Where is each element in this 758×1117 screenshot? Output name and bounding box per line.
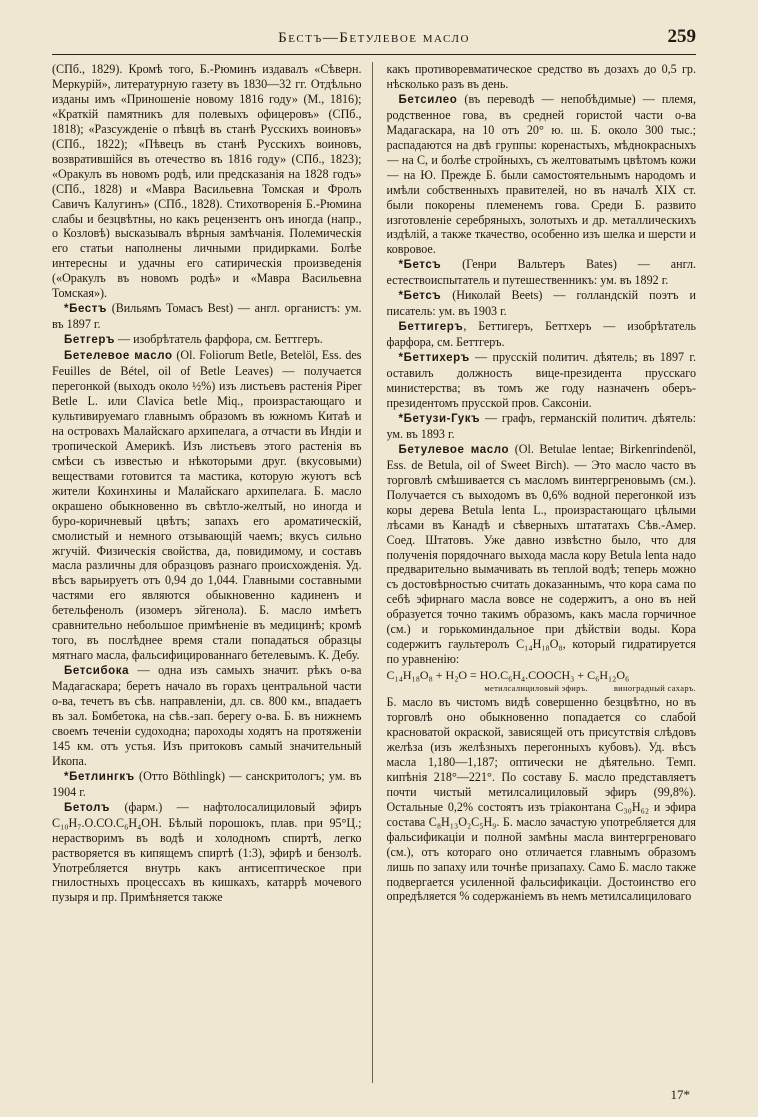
dictionary-entry xyxy=(52,348,362,663)
entry-body: (Отто Böthlingk) — санскритологъ; ум. въ 1904 г. xyxy=(52,768,362,799)
entry-body: — изобрѣтатель фарфора, см. Беттгеръ. xyxy=(114,332,323,347)
entry-body: (фарм.) — нафтолосалициловый эфиръ C₁₀H₇.O.CO.C₆H₄OH. Бѣлый порошокъ, плав. при 95°Ц.; нерастворимъ въ водѣ и холодномъ спиртѣ, легко растворяется въ кипящемъ спиртѣ (1:3), эфирѣ и бензолѣ. Употребляется внутрь какъ антисептическое при гнилостныхъ процессахъ въ кишкахъ, катаррѣ мочевого пузыря и пр. Примѣняется также xyxy=(52,799,362,905)
right-column-bottom xyxy=(387,695,697,904)
dictionary-entry xyxy=(387,442,697,667)
entry-headword: Беттигеръ xyxy=(398,321,464,334)
entry-body: (Николай Beets) — голландскій поэтъ и писатель: ум. въ 1903 г. xyxy=(386,288,696,319)
entry-headword: Бетгеръ xyxy=(64,334,115,347)
entry-headword: *Бетлингкъ xyxy=(64,770,135,783)
dictionary-entry xyxy=(52,332,362,348)
dictionary-entry xyxy=(387,695,697,904)
entry-headword: *Бетсъ xyxy=(398,259,442,272)
entry-body: — прусскій политич. дѣятель; въ 1897 г. оставилъ должность вице-президента прусскаго министерства; въ томъ же году назначенъ оберъ-президентомъ прусской пров. Саксоніи. xyxy=(386,350,696,410)
entry-headword: *Бестъ xyxy=(64,303,107,316)
entry-headword: *Бетузи-Гукъ xyxy=(398,412,481,425)
left-column xyxy=(52,62,373,1083)
entry-body: (Генри Вальтеръ Bates) — англ. естествоиспытатель и путешественникъ: ум. въ 1892 г. xyxy=(386,257,696,288)
printer-signature: 17* xyxy=(670,1087,690,1102)
chemical-equation: C₁₄H₁₈O₈ + H₂O = HO.C₆H₄.COOCH₃ + C₆H₁₂O₆ xyxy=(386,668,630,683)
dictionary-entry xyxy=(387,411,697,442)
entry-headword: Бетсилео xyxy=(398,93,458,106)
equation-notes xyxy=(387,683,697,693)
entry-body: — одна изъ самыхъ значит. рѣкъ о-ва Мадагаскара; беретъ начало въ горахъ центральной части о-ва, течетъ въ сѣв. направленіи, дл. св. 800 км., впадаетъ въ зал. Бомбетока, на сѣв.-зап. берегу о-ва. Б. въ нижнемъ своемъ теченіи судоходна; пароходы ходятъ на протяженіи 145 км. отъ устья. Изъ притоковъ самый значительный Икопа. xyxy=(52,663,362,768)
page-number: 259 xyxy=(667,26,696,47)
entry-body: (СПб., 1829). Кромѣ того, Б.-Рюминъ издавалъ «Сѣверн. Меркурій», литературную газету въ 1830—32 гг. Отдѣльно изданы имъ «Приношеніе новому 1816 году» (М., 1816); «Краткій памятникъ для полевыхъ офицеровъ» (СПб., 1818); «Разсужденіе о пѣвцѣ въ станѣ Русскихъ воиновъ» (СПб., 1822); «Пѣвецъ въ станѣ Русскихъ воиновъ, возвратившійся въ отечество въ 1816 году» (СПб., 1823); «Оракулъ въ новомъ родѣ, или предсказанія на 1828 годъ» (СПб., 1828) и «Мавра Васильевна Томская и Фролъ Савичъ Калугинъ» (СПб., 1828). Стихотворенія Б.-Рюмина слабы и безцвѣтны, но какъ рецензентъ онъ иногда (напр., о Козловѣ) высказывалъ вѣрныя замѣчанія. Полемическія его статьи наполнены личными придирками. Болѣе интересны и удачны его сатирическія произведенія («Оракулъ въ новомъ родѣ» и «Мавра Васильевна Томская»). xyxy=(52,62,362,301)
entry-headword: Бетулевое масло xyxy=(398,443,510,456)
entry-headword: Бетсибока xyxy=(64,665,130,678)
dictionary-entry xyxy=(52,663,362,769)
entry-body: (Вильямъ Томасъ Best) — англ. органистъ: ум. въ 1897 г. xyxy=(52,301,362,332)
text-columns xyxy=(52,62,696,1083)
dictionary-entry xyxy=(52,301,362,332)
entry-headword: Бетолъ xyxy=(64,801,111,814)
right-column-top xyxy=(387,62,697,667)
entry-body: Б. масло въ чистомъ видѣ совершенно безцвѣтно, но въ торговлѣ оно обыкновенно попадается со слабой красноватой окраской, зависящей отъ присутствія слѣдовъ желѣза (изъ желѣзныхъ перегонныхъ кубовъ). Уд. вѣсъ масла 1,180—1,187; оптически не дѣятельно. Темп. кипѣнія 218°—221°. По составу Б. масло представляетъ почти чистый метилсалициловый эфиръ (99,8%). Остальные 0,2% состоятъ изъ тріаконтана C₃₀H₆₂ и эфира состава C₈H₁₃O₂C₅H₉. Б. масло зачастую употребляется для фальсификаціи и полной замѣны масла винтергреноваго (см.), отъ котораго оно отличается главнымъ образомъ лишь по запаху или точнѣе призапаху. Само Б. масло также подвергается усиленной фальсификаціи. Достоинство его опредѣляется % содержаніемъ въ немъ метилсалициловаго xyxy=(386,695,696,904)
dictionary-entry xyxy=(387,257,697,288)
entry-body: (Ol. Betulae lentae; Birkenrindenöl, Ess. de Betula, oil of Sweet Birch). — Это масло часто въ торговлѣ смѣшивается съ масломъ винтергреновымъ (см.). Получается съ выходомъ въ 0,6% водной перегонкой изъ коры дерева Betula lenta L., произрастающаго цѣлыми лѣсами въ Канадѣ и сѣверныхъ штататахъ Сѣв.-Амер. Соед. Штатовъ. Уже давно извѣстно было, что для полученія порядочнаго выхода масла кору Betula lenta надо предварительно вымачивать въ теплой водѣ; теперь можно съ достовѣрностью считать доказаннымъ, что кора сама по себѣ эфирнаго масла вовсе не содержитъ, а оно въ ней образуется точно такимъ образомъ, какъ масла горчичное (см.) и горькоминдальное при дѣйствіи воды. Кора содержитъ гаультеролъ C₁₄H₁₈O₈, который гидратируется по уравненію: xyxy=(386,441,696,667)
dictionary-entry xyxy=(387,350,697,411)
dictionary-entry xyxy=(52,62,362,301)
dictionary-entry xyxy=(387,92,697,257)
entry-headword: *Беттихеръ xyxy=(398,352,470,365)
dictionary-entry xyxy=(387,62,697,92)
entry-headword: Бетелевое масло xyxy=(64,350,173,363)
entry-body: , Беттигеръ, Беттхеръ — изобрѣтатель фарфора, см. Беттгеръ. xyxy=(386,319,696,350)
entry-body: (въ переводѣ — непобѣдимые) — племя, родственное гова, въ средней гористой части о-ва Мадагаскара, на 10 отъ 20° ю. ш. Б. около 300 тыс.; распадаются на двѣ группы: коренастыхъ, мѣднокрасныхъ — на С, и болѣе стройныхъ, съ желтоватымъ цвѣтомъ кожи — на Ю. Прежде Б. были самостоятельнымъ народомъ и имѣли собственныхъ правителей, но въ началѣ XIX ст. были покорены племенемъ гова. Среди Б. развито изготовленіе серебряныхъ, золотыхъ и др. металлическихъ издѣлій, а также ткачество, особенно изъ шелка и шерсти и ковровое. xyxy=(386,91,696,257)
dictionary-entry xyxy=(52,769,362,800)
entry-body: (Ol. Foliorum Betle, Betelöl, Ess. des Feuilles de Bétel, oil of Betle Leaves) — получается перегонкой (выходъ около ½%) изъ листьевъ растенія Piper Betle L. или Clavica betle Miq., произрастающаго и культивируемаго главнымъ образомъ въ южномъ Китаѣ и на островахъ Малайскаго архипелага, а отчасти въ Индіи и тропической Америкѣ. Изъ листьевъ этого растенія въ смѣси съ известью и нѣкоторыми друг. (вкусовыми) веществами готовится та мастика, которую жуютъ всѣ жители Кохинхины и Малайскаго архипелага. Б. масло окрашено обыкновенно въ свѣтло-желтый, но иногда и буро-коричневый цвѣтъ; запахъ его ароматическій, смолистый и немного отзывающій чаемъ; вкусъ сильно жгучій. Физическія свойства, да, повидимому, и составъ масла различны для образцовъ разнаго происхожденія. Уд. вѣсъ варьируетъ отъ 0,94 до 1,044. Главными составными частями его являются обыкновенно кадиненъ и бетельфенолъ (изомеръ эйгенола). Б. масло имѣетъ сравнительно небольшое примѣненіе въ медицинѣ; кромѣ того, въ послѣднее время стали попадаться образцы мятнаго масла, фальсифицированнаго бетелевымъ. К. Дебу. xyxy=(52,348,362,663)
right-column xyxy=(387,62,697,1083)
equation-note-right: виноградный сахаръ. xyxy=(613,683,696,694)
running-head: Бестъ—Бетулевое масло xyxy=(278,30,470,46)
entry-body: — графъ, германскій политич. дѣятель: ум. въ 1893 г. xyxy=(386,410,696,441)
dictionary-entry xyxy=(52,800,362,906)
equation-note-left: метилсалициловый эфиръ. xyxy=(484,683,588,694)
entry-body: какъ противоревматическое средство въ дозахъ до 0,5 гр. нѣсколько разъ въ день. xyxy=(386,62,696,91)
page-header xyxy=(52,26,696,55)
entry-headword: *Бетсъ xyxy=(398,290,442,303)
dictionary-entry xyxy=(387,319,697,350)
dictionary-entry xyxy=(387,288,697,319)
